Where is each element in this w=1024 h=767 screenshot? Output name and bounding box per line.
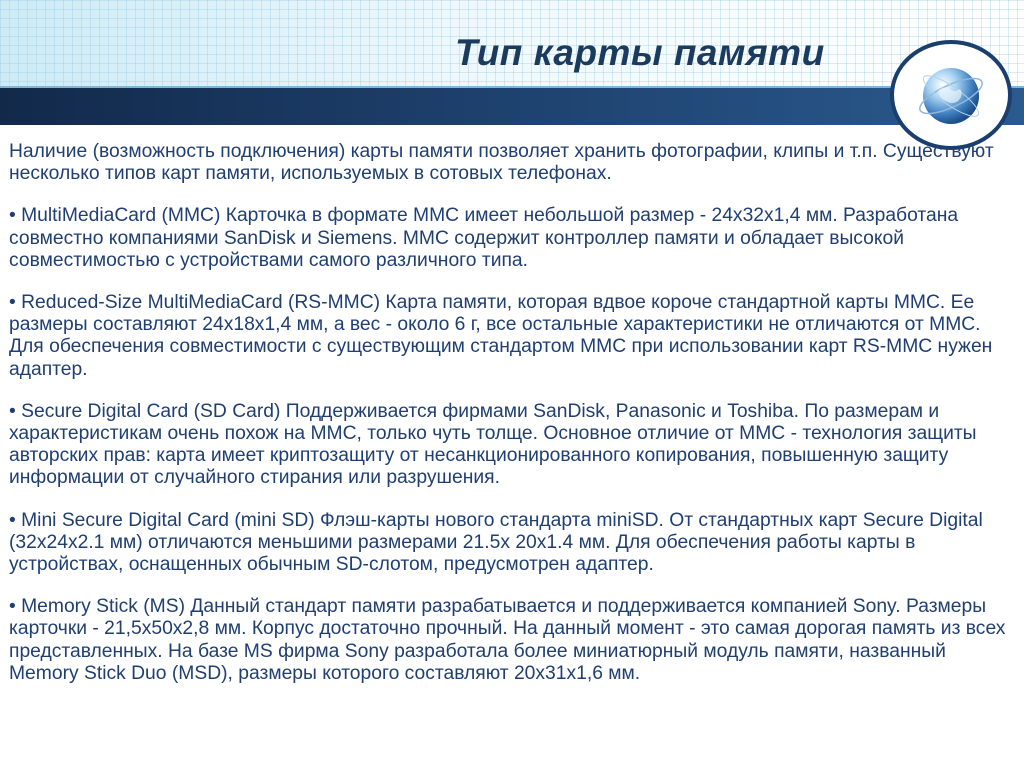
slide-body [9,141,1017,705]
globe-frame [890,40,1012,150]
sd-card-paragraph: • Secure Digital Card (SD Card) Поддерживается фирмами SanDisk, Panasonic и Toshiba. По размерам и характеристикам очень похож на MMC, только чуть толще. Основное отличие от MMC - технология защиты авторских прав: карта имеет криптозащиту от несанкционированного копирования, повышенную защиту информации от случайного стирания или разрушения. [9,400,977,489]
mmc-paragraph: • MultiMediaCard (MMC) Карточка в формате MMC имеет небольшой размер - 24х32х1,4 мм. Разработана совместно компаниями SanDisk и Siemens. MMC содержит контроллер памяти и обладает высокой совместимостью с устройствами самого различного типа. [9,205,959,271]
rs-mmc-paragraph: • Reduced-Size MultiMediaCard (RS-MMC) Карта памяти, которая вдвое короче стандартной карты MMC. Ее размеры составляют 24х18х1,4 мм, а вес - около 6 г, все остальные характеристики не отличаются от MMC. Для обеспечения совместимости с существующим стандартом MMC при использовании карт RS-MMC нужен адаптер. [9,292,993,380]
intro-paragraph: Наличие (возможность подключения) карты памяти позволяет хранить фотографии, клипы и т.п. Существуют несколько типов карт памяти, используемых в сотовых телефонах. [9,141,994,185]
memory-stick-paragraph: • Memory Stick (MS) Данный стандарт памяти разрабатывается и поддерживается компанией Sony. Размеры карточки - 21,5x50x2,8 мм. Корпус достаточно прочный. На данный момент - это самая дорогая память из всех представленных. На базе MS фирма Sony разработала более миниатюрный модуль памяти, названный Memory Stick Duo (MSD), размеры которого составляют 20x31x1,6 мм. [9,596,1006,684]
globe-icon [916,61,986,131]
title-bar [0,88,1024,125]
mini-sd-paragraph: • Mini Secure Digital Card (mini SD) Флэш-карты нового стандарта miniSD. От стандартных карт Secure Digital (32x24x2.1 мм) отличаются меньшими размерами 21.5x 20x1.4 мм. Для обеспечения работы карты в устройствах, оснащенных обычным SD-слотом, предусмотрен адаптер. [9,509,983,576]
slide-title: Тип карты памяти [455,32,825,73]
